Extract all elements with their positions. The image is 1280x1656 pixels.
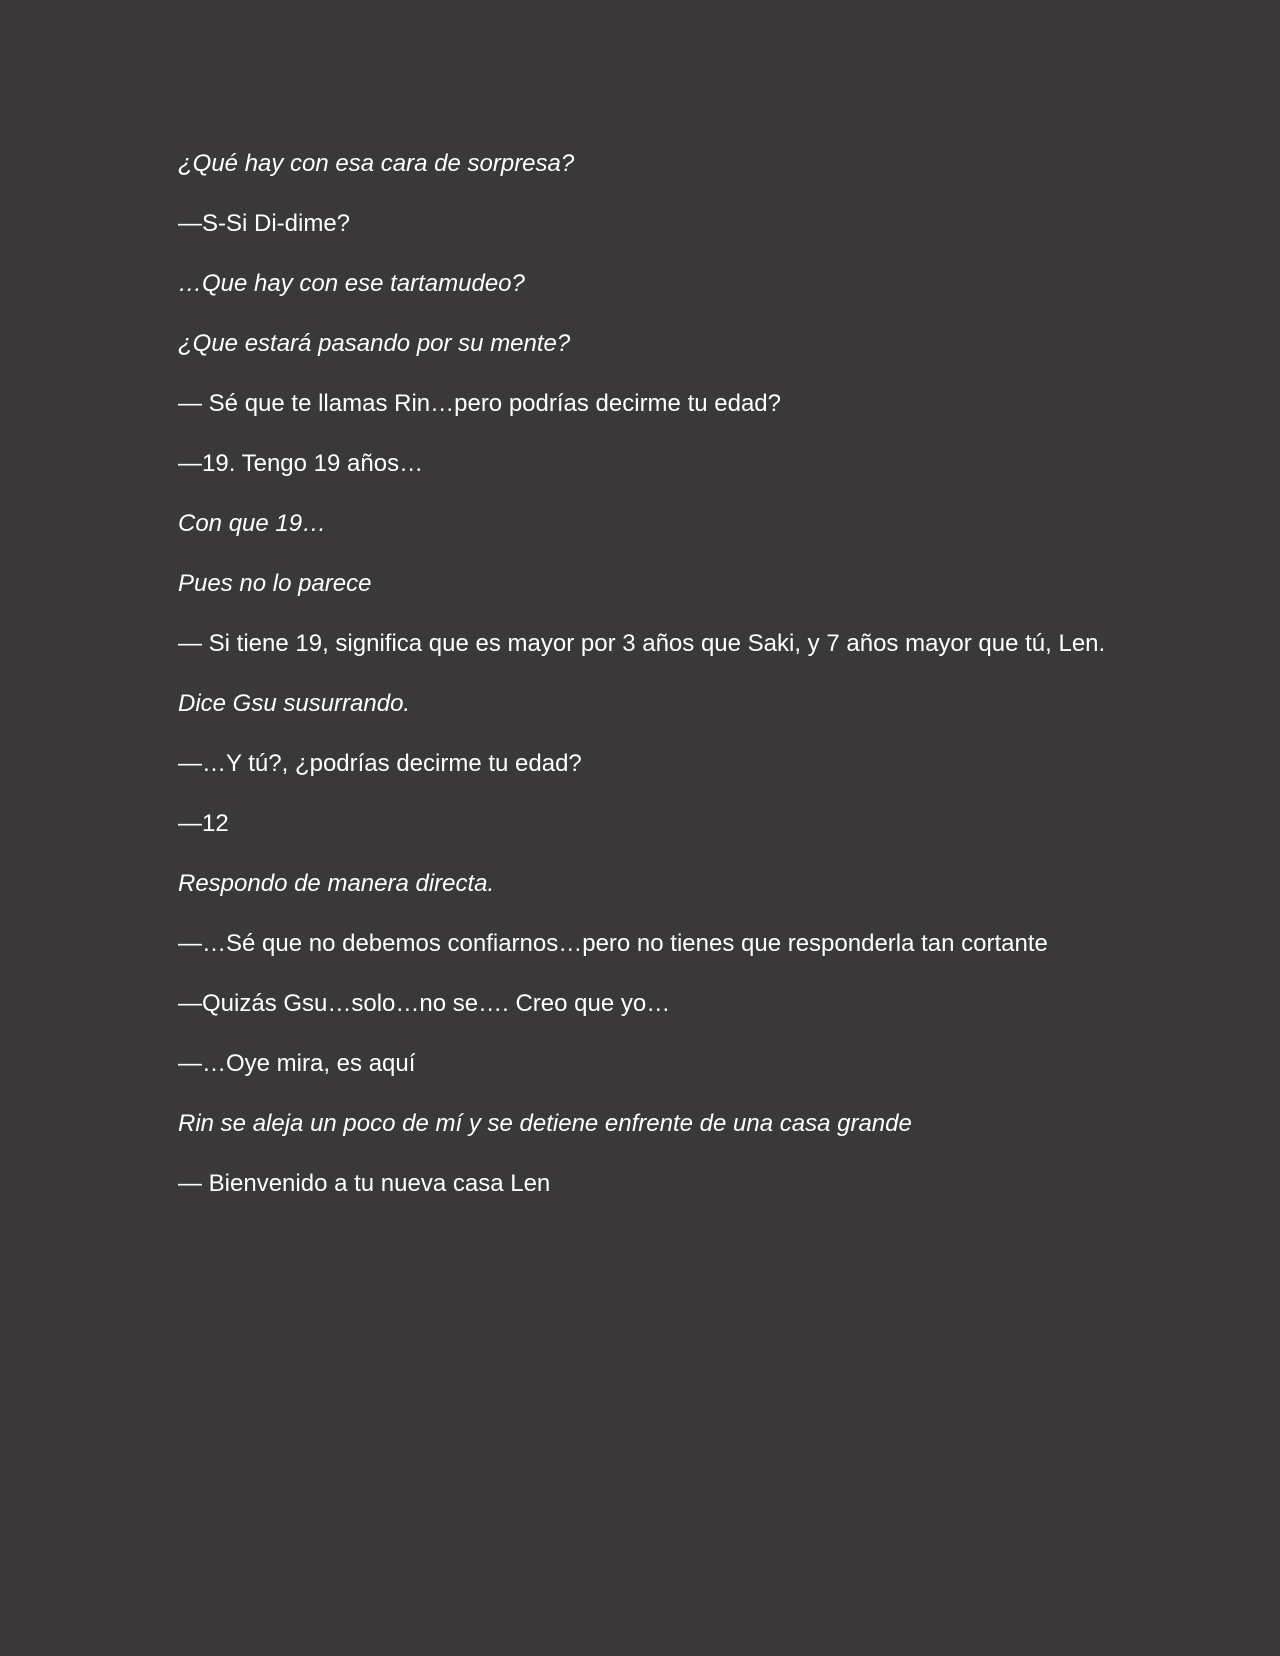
paragraph-13: Respondo de manera directa. bbox=[178, 870, 495, 897]
paragraph-6: —19. Tengo 19 años… bbox=[178, 450, 424, 477]
paragraph-9: — Si tiene 19, significa que es mayor por 3 años que Saki, y 7 años mayor que tú, Len. bbox=[178, 630, 1106, 657]
paragraph-3: …Que hay con ese tartamudeo? bbox=[178, 270, 525, 297]
paragraph-14: —…Sé que no debemos confiarnos…pero no tienes que responderla tan cortante bbox=[178, 930, 1048, 957]
paragraph-18: — Bienvenido a tu nueva casa Len bbox=[178, 1170, 551, 1197]
paragraph-7: Con que 19… bbox=[178, 510, 327, 537]
document-page bbox=[178, 142, 1108, 1222]
paragraph-16: —…Oye mira, es aquí bbox=[178, 1050, 416, 1077]
paragraph-12: —12 bbox=[178, 810, 229, 837]
paragraph-11: —…Y tú?, ¿podrías decirme tu edad? bbox=[178, 750, 582, 777]
paragraph-2: —S-Si Di-dime? bbox=[178, 210, 351, 237]
paragraph-10: Dice Gsu susurrando. bbox=[178, 690, 411, 717]
paragraph-4: ¿Que estará pasando por su mente? bbox=[178, 330, 571, 357]
paragraph-1: ¿Qué hay con esa cara de sorpresa? bbox=[178, 150, 575, 177]
paragraph-8: Pues no lo parece bbox=[178, 570, 372, 597]
paragraph-15: —Quizás Gsu…solo…no se…. Creo que yo… bbox=[178, 990, 671, 1017]
paragraph-17: Rin se aleja un poco de mí y se detiene enfrente de una casa grande bbox=[178, 1110, 912, 1137]
paragraph-5: — Sé que te llamas Rin…pero podrías decirme tu edad? bbox=[178, 390, 781, 417]
